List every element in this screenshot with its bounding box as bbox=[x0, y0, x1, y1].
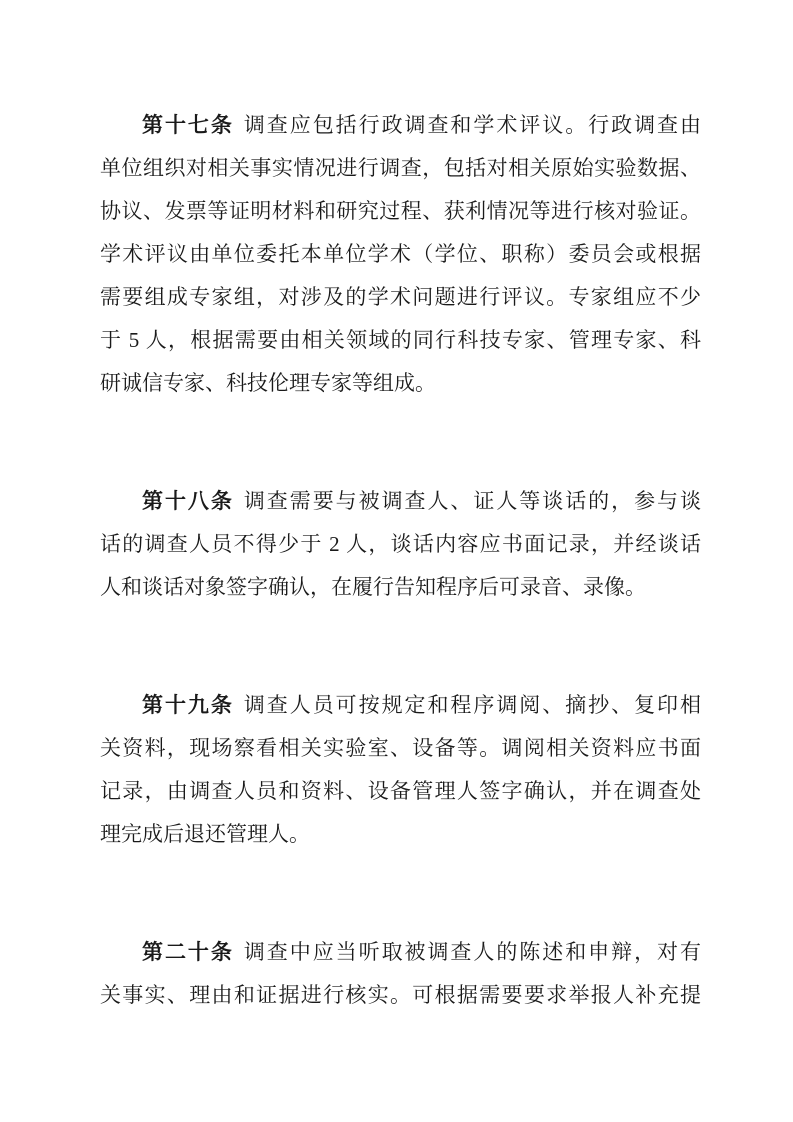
article-20-paragraph bbox=[100, 931, 701, 1017]
line-text: 研诚信专家、科技伦理专家等组成。 bbox=[100, 371, 436, 395]
paragraph-first-line bbox=[100, 104, 701, 147]
line-text: 于 5 人，根据需要由相关领域的同行科技专家、管理专家、科 bbox=[100, 328, 701, 352]
paragraph-first-line bbox=[100, 684, 701, 727]
article-number: 第十九条 bbox=[142, 693, 234, 717]
article-19-paragraph bbox=[100, 684, 701, 856]
article-number: 第十八条 bbox=[142, 489, 234, 513]
line-text: 调查应包括行政调查和学术评议。行政调查由 bbox=[243, 113, 702, 137]
paragraph-first-line bbox=[100, 931, 701, 974]
line-text: 关事实、理由和证据进行核实。可根据需要要求举报人补充提 bbox=[100, 983, 701, 1007]
line-text: 调查需要与被调查人、证人等谈话的，参与谈 bbox=[243, 489, 702, 513]
article-number: 第二十条 bbox=[142, 940, 234, 964]
line-text: 人和谈话对象签字确认，在履行告知程序后可录音、录像。 bbox=[100, 575, 646, 599]
line-text: 协议、发票等证明材料和研究过程、获利情况等进行核对验证。 bbox=[100, 199, 701, 223]
line-text: 学术评议由单位委托本单位学术（学位、职称）委员会或根据 bbox=[100, 242, 701, 266]
article-number: 第十七条 bbox=[142, 113, 234, 137]
line-text: 调查中应当听取被调查人的陈述和申辩，对有 bbox=[243, 940, 702, 964]
line-text: 调查人员可按规定和程序调阅、摘抄、复印相 bbox=[243, 693, 702, 717]
line-text: 需要组成专家组，对涉及的学术问题进行评议。专家组应不少 bbox=[100, 285, 701, 309]
line-text: 关资料，现场察看相关实验室、设备等。调阅相关资料应书面 bbox=[100, 736, 701, 760]
line-text: 话的调查人员不得少于 2 人，谈话内容应书面记录，并经谈话 bbox=[100, 532, 701, 556]
paragraph-first-line bbox=[100, 480, 701, 523]
line-text: 记录，由调查人员和资料、设备管理人签字确认，并在调查处 bbox=[100, 779, 701, 803]
line-text: 理完成后退还管理人。 bbox=[100, 822, 310, 846]
line-text: 单位组织对相关事实情况进行调查，包括对相关原始实验数据、 bbox=[100, 156, 701, 180]
article-18-paragraph bbox=[100, 480, 701, 609]
document-text-block bbox=[100, 104, 701, 1017]
article-17-paragraph bbox=[100, 104, 701, 405]
